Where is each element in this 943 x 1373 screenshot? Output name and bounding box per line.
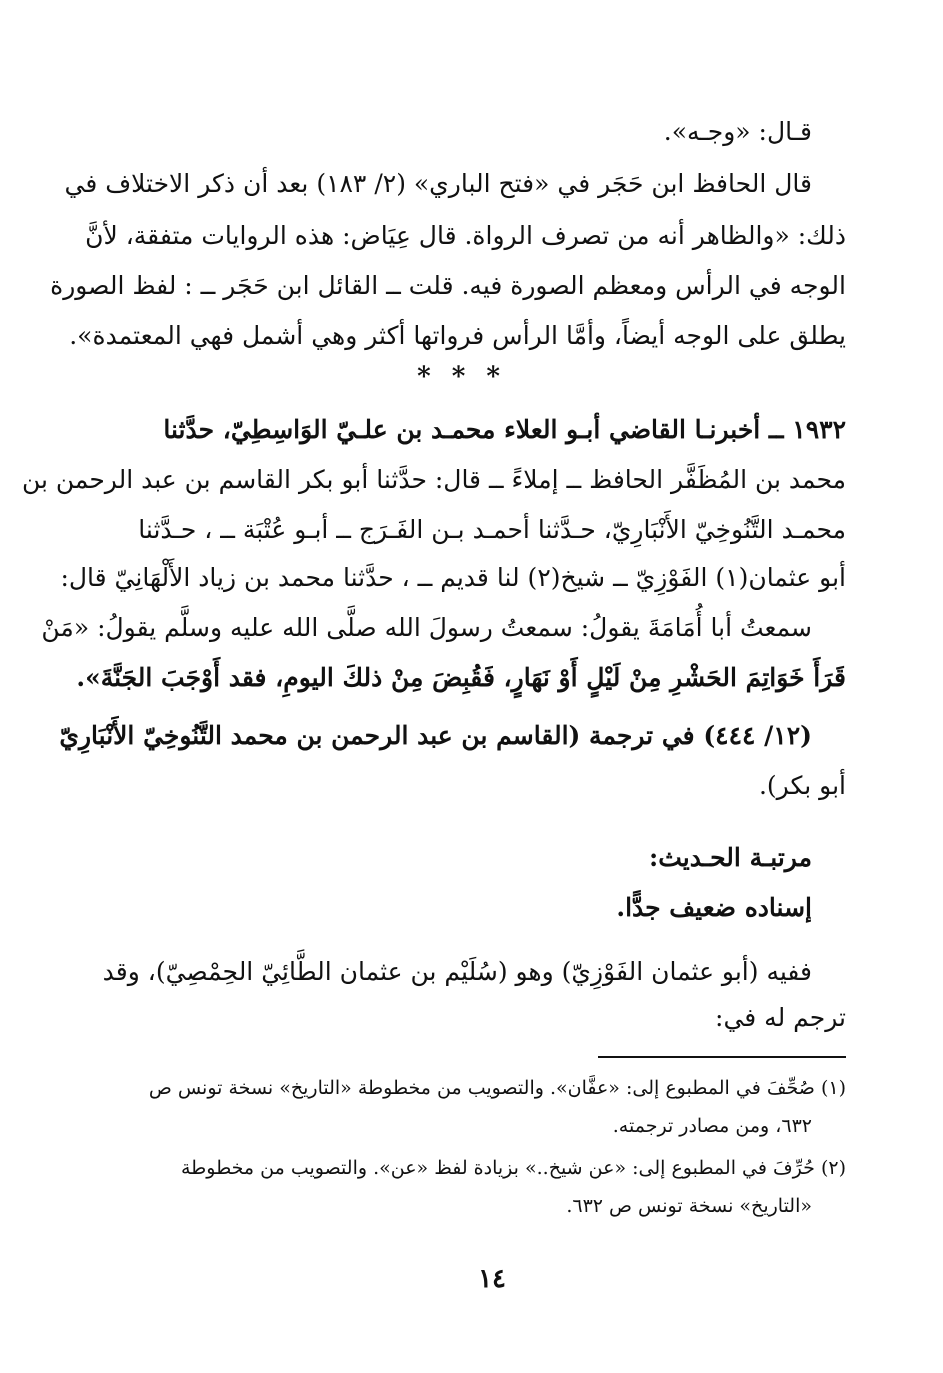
- grading-verdict: إسناده ضعيف جدًّا.: [616, 893, 812, 922]
- explanation-line: ففيه (أبو عثمان الفَوْزِيّ) وهو (سُلَيْم بن عثمان الطَّائِيّ الحِمْصِيّ)، وقد: [102, 957, 812, 986]
- footnote-2-line-2: «التاريخ» نسخة تونس ص ٦٣٢.: [566, 1195, 812, 1217]
- hadith-line: محمد بن المُظَفَّر الحافظ ــ إملاءً ــ قال: حدَّثنا أبو بكر القاسم بن عبد الرحمن بن: [21, 465, 846, 494]
- hadith-line: محمـد التَّنُوخِيّ الأَنْبَارِيّ، حـدَّثنا أحمـد بـن الفَـرَج ــ أبـو عُتْبَة ــ ، حـدَّثنا: [138, 515, 846, 544]
- text-line: يطلق على الوجه أيضاً، وأمَّا الرأس فرواتها أكثر وهي أشمل فهي المعتمدة».: [69, 321, 846, 350]
- reference-line: (١٢/ ٤٤٤) في ترجمة (القاسم بن عبد الرحمن بن محمد التَّنُوخِيّ الأَنْبَارِيّ: [59, 721, 812, 750]
- explanation-line: ترجم له في:: [715, 1003, 846, 1032]
- section-separator: * * *: [417, 362, 506, 392]
- grading-heading: مرتبـة الحـديث:: [648, 843, 812, 872]
- footnote-1-line-2: ٦٣٢، ومن مصادر ترجمته.: [612, 1115, 812, 1137]
- hadith-line: أبو عثمان(١) الفَوْزِيّ ــ شيخ(٢) لنا قديم ــ ، حدَّثنا محمد بن زياد الأَلْهَانِيّ قال:: [60, 563, 846, 592]
- book-page: [21, 104, 846, 1344]
- page-number: ١٤: [478, 1264, 506, 1294]
- hadith-line: سمعتُ أبا أُمَامَةَ يقولُ: سمعتُ رسولَ الله صلَّى الله عليه وسلَّم يقولُ: «مَنْ: [41, 613, 812, 642]
- text-line: ذلك: «والظاهر أنه من تصرف الرواة. قال عِيَاض: هذه الروايات متفقة، لأنَّ: [85, 221, 846, 250]
- hadith-line: ١٩٣٢ ــ أخبرنـا القاضي أبـو العلاء محمـد بن علـيّ الوَاسِطِيّ، حدَّثنا: [163, 415, 846, 444]
- text-line: الوجه في الرأس ومعظم الصورة فيه. قلت ــ القائل ابن حَجَر ــ : لفظ الصورة: [50, 271, 846, 300]
- footnote-1-line-1: (١) صُحِّفَ في المطبوع إلى: «عفَّان». والتصويب من مخطوطة «التاريخ» نسخة تونس ص: [148, 1077, 846, 1099]
- footnote-2-line-1: (٢) حُرِّفَ في المطبوع إلى: «عن شيخ..» بزيادة لفظ «عن». والتصويب من مخطوطة: [180, 1157, 846, 1179]
- text-line: قـال: «وجـه».: [663, 117, 812, 146]
- text-line: قال الحافظ ابن حَجَر في «فتح الباري» (٢/ ١٨٣) بعد أن ذكر الاختلاف في: [64, 169, 812, 198]
- footnote-divider: [598, 1056, 846, 1058]
- reference-line: أبو بكر).: [758, 771, 846, 800]
- hadith-line: قَرَأَ خَوَاتِمَ الحَشْرِ مِنْ لَيْلٍ أَوْ نَهَارٍ، فَقُبِضَ مِنْ ذلكَ اليومِ، فقد أَوْجَبَ الجَنَّةَ».: [76, 663, 846, 692]
